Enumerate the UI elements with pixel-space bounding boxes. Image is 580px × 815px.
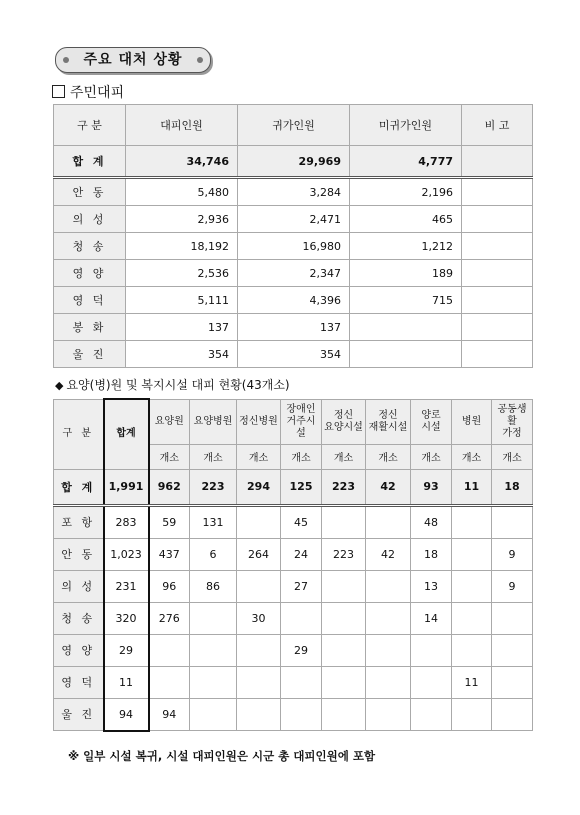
- table-row: [54, 233, 533, 260]
- table-cell: [322, 698, 366, 731]
- row-label: 영 양: [54, 634, 104, 666]
- table-cell: [411, 666, 452, 698]
- column-header-sum: 합계: [104, 399, 149, 469]
- table-cell: [366, 666, 411, 698]
- table-cell: [149, 666, 190, 698]
- table-cell: [462, 233, 533, 260]
- table-cell: 9: [492, 538, 533, 570]
- table-cell: [322, 505, 366, 538]
- unit-cell: 개소: [452, 444, 492, 469]
- table-row: [54, 287, 533, 314]
- table-cell: [350, 341, 462, 368]
- row-label: 영 덕: [54, 287, 126, 314]
- unit-cell: 개소: [322, 444, 366, 469]
- total-cell: 294: [237, 469, 281, 505]
- table-row: [54, 570, 533, 602]
- square-bullet-icon: [52, 85, 65, 98]
- column-header-label: 구 분: [54, 399, 104, 469]
- row-label: 청 송: [54, 233, 126, 260]
- total-row: [54, 469, 533, 505]
- facility-evacuation-table: [53, 398, 533, 732]
- table-cell: [190, 602, 237, 634]
- unit-cell: 개소: [190, 444, 237, 469]
- table-cell: [281, 602, 322, 634]
- column-header: 미귀가인원: [350, 105, 462, 146]
- column-header: 장애인 거주시설: [281, 399, 322, 444]
- column-header: 양로 시설: [411, 399, 452, 444]
- page-title-text: 주요 대처 상황: [83, 52, 183, 68]
- column-header: 비 고: [462, 105, 533, 146]
- table-cell: 354: [238, 341, 350, 368]
- table-cell: [462, 314, 533, 341]
- table-cell: 27: [281, 570, 322, 602]
- table-cell: 320: [104, 602, 149, 634]
- bullet-dot-icon: [197, 57, 203, 63]
- table-cell: [237, 505, 281, 538]
- section-facility-evacuation-title: ◆ 요양(병)원 및 복지시설 대피 현황(43개소): [55, 378, 290, 392]
- table-cell: [462, 206, 533, 233]
- table-cell: [237, 570, 281, 602]
- table-cell: 264: [237, 538, 281, 570]
- table-cell: [452, 602, 492, 634]
- column-header: 요양원: [149, 399, 190, 444]
- table-cell: 137: [126, 314, 238, 341]
- column-header: 대피인원: [126, 105, 238, 146]
- table-cell: 86: [190, 570, 237, 602]
- table-cell: 5,480: [126, 178, 238, 206]
- table-cell: 2,471: [238, 206, 350, 233]
- unit-cell: 개소: [411, 444, 452, 469]
- total-cell: 29,969: [238, 146, 350, 178]
- total-cell: 223: [190, 469, 237, 505]
- table-cell: 9: [492, 570, 533, 602]
- table-cell: [237, 698, 281, 731]
- table-cell: [411, 698, 452, 731]
- table-cell: 16,980: [238, 233, 350, 260]
- row-label: 봉 화: [54, 314, 126, 341]
- row-label: 안 동: [54, 178, 126, 206]
- table-cell: 4,396: [238, 287, 350, 314]
- table-cell: 2,347: [238, 260, 350, 287]
- table-row: [54, 341, 533, 368]
- table-cell: [237, 666, 281, 698]
- table-cell: [452, 538, 492, 570]
- table-cell: 94: [149, 698, 190, 731]
- table-cell: [190, 634, 237, 666]
- row-label: 포 항: [54, 505, 104, 538]
- diamond-bullet-icon: ◆: [55, 379, 64, 392]
- table-cell: 223: [322, 538, 366, 570]
- table-cell: 131: [190, 505, 237, 538]
- table-cell: 18: [411, 538, 452, 570]
- table-row: [54, 314, 533, 341]
- column-header: 구 분: [54, 105, 126, 146]
- column-header: 공동생활 가정: [492, 399, 533, 444]
- table-cell: [322, 634, 366, 666]
- row-label: 의 성: [54, 206, 126, 233]
- table-cell: [462, 287, 533, 314]
- table-cell: [237, 634, 281, 666]
- table-cell: [190, 698, 237, 731]
- table-cell: 96: [149, 570, 190, 602]
- table-cell: 29: [104, 634, 149, 666]
- unit-cell: 개소: [281, 444, 322, 469]
- table-row: [54, 178, 533, 206]
- total-cell: 4,777: [350, 146, 462, 178]
- table-cell: [322, 602, 366, 634]
- table-cell: 30: [237, 602, 281, 634]
- table-cell: 354: [126, 341, 238, 368]
- table-cell: 13: [411, 570, 452, 602]
- table-cell: [492, 634, 533, 666]
- table-row: [54, 260, 533, 287]
- table-row: [54, 538, 533, 570]
- table-cell: 3,284: [238, 178, 350, 206]
- row-label: 안 동: [54, 538, 104, 570]
- column-header: 정신 재활시설: [366, 399, 411, 444]
- table-cell: [366, 570, 411, 602]
- total-cell: 93: [411, 469, 452, 505]
- table-cell: 137: [238, 314, 350, 341]
- table-cell: [322, 570, 366, 602]
- total-cell: 962: [149, 469, 190, 505]
- table-row: [54, 602, 533, 634]
- table-cell: 437: [149, 538, 190, 570]
- table-cell: 276: [149, 602, 190, 634]
- row-label: 합 계: [54, 146, 126, 178]
- table-cell: 24: [281, 538, 322, 570]
- table-cell: [366, 602, 411, 634]
- table-cell: [190, 666, 237, 698]
- row-label: 합 계: [54, 469, 104, 505]
- table-cell: 45: [281, 505, 322, 538]
- total-cell: 1,991: [104, 469, 149, 505]
- total-cell: 223: [322, 469, 366, 505]
- total-cell: [462, 146, 533, 178]
- table-cell: 465: [350, 206, 462, 233]
- table-cell: [462, 341, 533, 368]
- unit-cell: 개소: [149, 444, 190, 469]
- total-cell: 34,746: [126, 146, 238, 178]
- unit-cell: 개소: [366, 444, 411, 469]
- table-row: [54, 206, 533, 233]
- row-label: 영 양: [54, 260, 126, 287]
- table-cell: [149, 634, 190, 666]
- page-title: [55, 47, 211, 73]
- table-cell: 1,212: [350, 233, 462, 260]
- table-cell: 2,936: [126, 206, 238, 233]
- table-cell: 18,192: [126, 233, 238, 260]
- resident-evacuation-table: [53, 104, 533, 368]
- footnote: ※ 일부 시설 복귀, 시설 대피인원은 시군 총 대피인원에 포함: [68, 749, 376, 763]
- table-row: [54, 666, 533, 698]
- table-cell: 189: [350, 260, 462, 287]
- table-cell: [452, 570, 492, 602]
- table-cell: 283: [104, 505, 149, 538]
- table-cell: 6: [190, 538, 237, 570]
- table-row: [54, 634, 533, 666]
- table-cell: [366, 505, 411, 538]
- row-label: 영 덕: [54, 666, 104, 698]
- table-cell: [492, 698, 533, 731]
- table-cell: [452, 634, 492, 666]
- table-cell: [452, 505, 492, 538]
- table-cell: [462, 260, 533, 287]
- column-header: 정신 요양시설: [322, 399, 366, 444]
- table-cell: [366, 634, 411, 666]
- table-cell: 14: [411, 602, 452, 634]
- table-cell: 11: [452, 666, 492, 698]
- table-cell: [322, 666, 366, 698]
- column-header: 병원: [452, 399, 492, 444]
- row-label: 울 진: [54, 698, 104, 731]
- table-cell: 5,111: [126, 287, 238, 314]
- table-row: [54, 698, 533, 731]
- row-label: 울 진: [54, 341, 126, 368]
- total-cell: 42: [366, 469, 411, 505]
- unit-cell: 개소: [237, 444, 281, 469]
- table-cell: 42: [366, 538, 411, 570]
- row-label: 청 송: [54, 602, 104, 634]
- unit-cell: 개소: [492, 444, 533, 469]
- table-cell: [281, 666, 322, 698]
- table-cell: 2,196: [350, 178, 462, 206]
- table-cell: [366, 698, 411, 731]
- table-cell: [492, 602, 533, 634]
- table-cell: [462, 178, 533, 206]
- table-cell: 1,023: [104, 538, 149, 570]
- bullet-dot-icon: [63, 57, 69, 63]
- total-cell: 18: [492, 469, 533, 505]
- total-cell: 11: [452, 469, 492, 505]
- table-header-row: [54, 105, 533, 146]
- table-cell: 11: [104, 666, 149, 698]
- table-cell: 29: [281, 634, 322, 666]
- table-cell: 48: [411, 505, 452, 538]
- column-header: 요양병원: [190, 399, 237, 444]
- table-cell: [492, 666, 533, 698]
- section-resident-evacuation-title: 주민대피: [52, 82, 124, 102]
- table-cell: 59: [149, 505, 190, 538]
- total-row: [54, 146, 533, 178]
- table-cell: [411, 634, 452, 666]
- table-cell: [350, 314, 462, 341]
- table-cell: 2,536: [126, 260, 238, 287]
- column-header: 귀가인원: [238, 105, 350, 146]
- total-cell: 125: [281, 469, 322, 505]
- table-row: [54, 505, 533, 538]
- table-cell: 715: [350, 287, 462, 314]
- table-cell: [281, 698, 322, 731]
- row-label: 의 성: [54, 570, 104, 602]
- table-cell: [452, 698, 492, 731]
- table-header-row: [54, 399, 533, 444]
- table-cell: 231: [104, 570, 149, 602]
- column-header: 정신병원: [237, 399, 281, 444]
- table-cell: [492, 505, 533, 538]
- table-cell: 94: [104, 698, 149, 731]
